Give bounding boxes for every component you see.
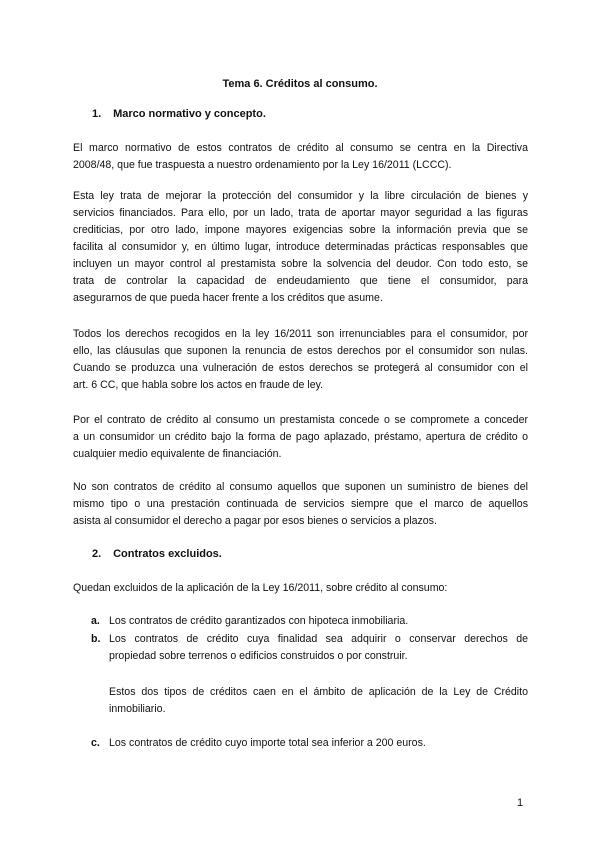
list-marker: c. xyxy=(91,737,100,749)
section-2-number: 2. xyxy=(92,548,102,560)
paragraph-line: facilita al consumidor y, en último lugar, introduce determinadas prácticas responsables que xyxy=(73,241,528,253)
paragraph-3 xyxy=(73,326,528,394)
paragraph-5 xyxy=(73,479,528,530)
list-item-b xyxy=(91,631,528,665)
paragraph-line: Todos los derechos recogidos en la ley 16/2011 son irrenunciables para el consumidor, por xyxy=(73,328,528,340)
paragraph-line: Por el contrato de crédito al consumo un prestamista concede o se compromete a conceder xyxy=(73,414,528,426)
paragraph-line: crediticias, por otro lado, impone mayores exigencias sobre la información previa que se xyxy=(73,224,528,236)
section-1-number: 1. xyxy=(92,108,102,120)
paragraph-line: 2008/48, que fue traspuesta a nuestro ordenamiento por la Ley 16/2011 (LCCC). xyxy=(73,159,452,171)
section-1-title: Marco normativo y concepto. xyxy=(113,108,266,120)
paragraph-line: incluyen un mayor control al prestamista sobre la solvencia del deudor. Con todo esto, se xyxy=(73,258,528,270)
page-number: 1 xyxy=(517,797,524,809)
paragraph-line: trata de controlar la capacidad de endeudamiento que tiene el consumidor, para xyxy=(73,275,528,287)
paragraph-line: No son contratos de crédito al consumo aquellos que suponen un suministro de bienes del xyxy=(73,481,528,493)
paragraph-line: cualquier medio equivalente de financiación. xyxy=(73,448,282,460)
note-line: Estos dos tipos de créditos caen en el ámbito de aplicación de la Ley de Crédito xyxy=(109,686,528,698)
paragraph-line: a un consumidor un crédito bajo la forma de pago aplazado, préstamo, apertura de crédito o xyxy=(73,431,528,443)
list-note xyxy=(109,684,528,718)
paragraph-1 xyxy=(73,140,528,174)
paragraph-4 xyxy=(73,412,528,463)
paragraph-line: art. 6 CC, que habla sobre los actos en fraude de ley. xyxy=(73,379,324,391)
list-item-text: Los contratos de crédito garantizados con hipoteca inmobiliaria. xyxy=(109,615,409,627)
paragraph-line: mismo tipo o una prestación continuada de servicios siempre que el marco de aquellos xyxy=(73,498,528,510)
list-marker: b. xyxy=(91,633,101,645)
list-item-c xyxy=(91,735,528,752)
document-title: Tema 6. Créditos al consumo. xyxy=(222,78,378,90)
paragraph-line: Cuando se produzca una vulneración de estos derechos se protegerá al consumidor con el xyxy=(73,362,528,374)
paragraph-line: ello, las cláusulas que suponen la renuncia de estos derechos por el consumidor son nulas. xyxy=(73,345,528,357)
paragraph-2 xyxy=(73,188,528,307)
list-item-a xyxy=(91,613,528,630)
paragraph-6 xyxy=(73,580,528,597)
section-2-title: Contratos excluidos. xyxy=(113,548,222,560)
note-line: inmobiliario. xyxy=(109,703,166,715)
paragraph-line: El marco normativo de estos contratos de crédito al consumo se centra en la Directiva xyxy=(73,142,528,154)
section-1-heading xyxy=(92,108,266,120)
list-marker: a. xyxy=(91,615,100,627)
list-item-text: Los contratos de crédito cuya finalidad sea adquirir o conservar derechos de xyxy=(109,633,528,645)
list-item-text: Los contratos de crédito cuyo importe total sea inferior a 200 euros. xyxy=(109,737,426,749)
paragraph-line: asista al consumidor el derecho a pagar por esos bienes o servicios a plazos. xyxy=(73,515,437,527)
list-item-text: propiedad sobre terrenos o edificios construidos o por construir. xyxy=(109,650,408,662)
paragraph-line: asegurarnos de que pueda hacer frente a los créditos que asume. xyxy=(73,292,383,304)
paragraph-line: Quedan excluidos de la aplicación de la Ley 16/2011, sobre crédito al consumo: xyxy=(73,582,448,594)
section-2-heading xyxy=(92,548,222,560)
paragraph-line: Esta ley trata de mejorar la protección del consumidor y la libre circulación de bienes y xyxy=(73,190,528,202)
paragraph-line: servicios financiados. Para ello, por un lado, trata de aportar mayor seguridad a las figuras xyxy=(73,207,528,219)
